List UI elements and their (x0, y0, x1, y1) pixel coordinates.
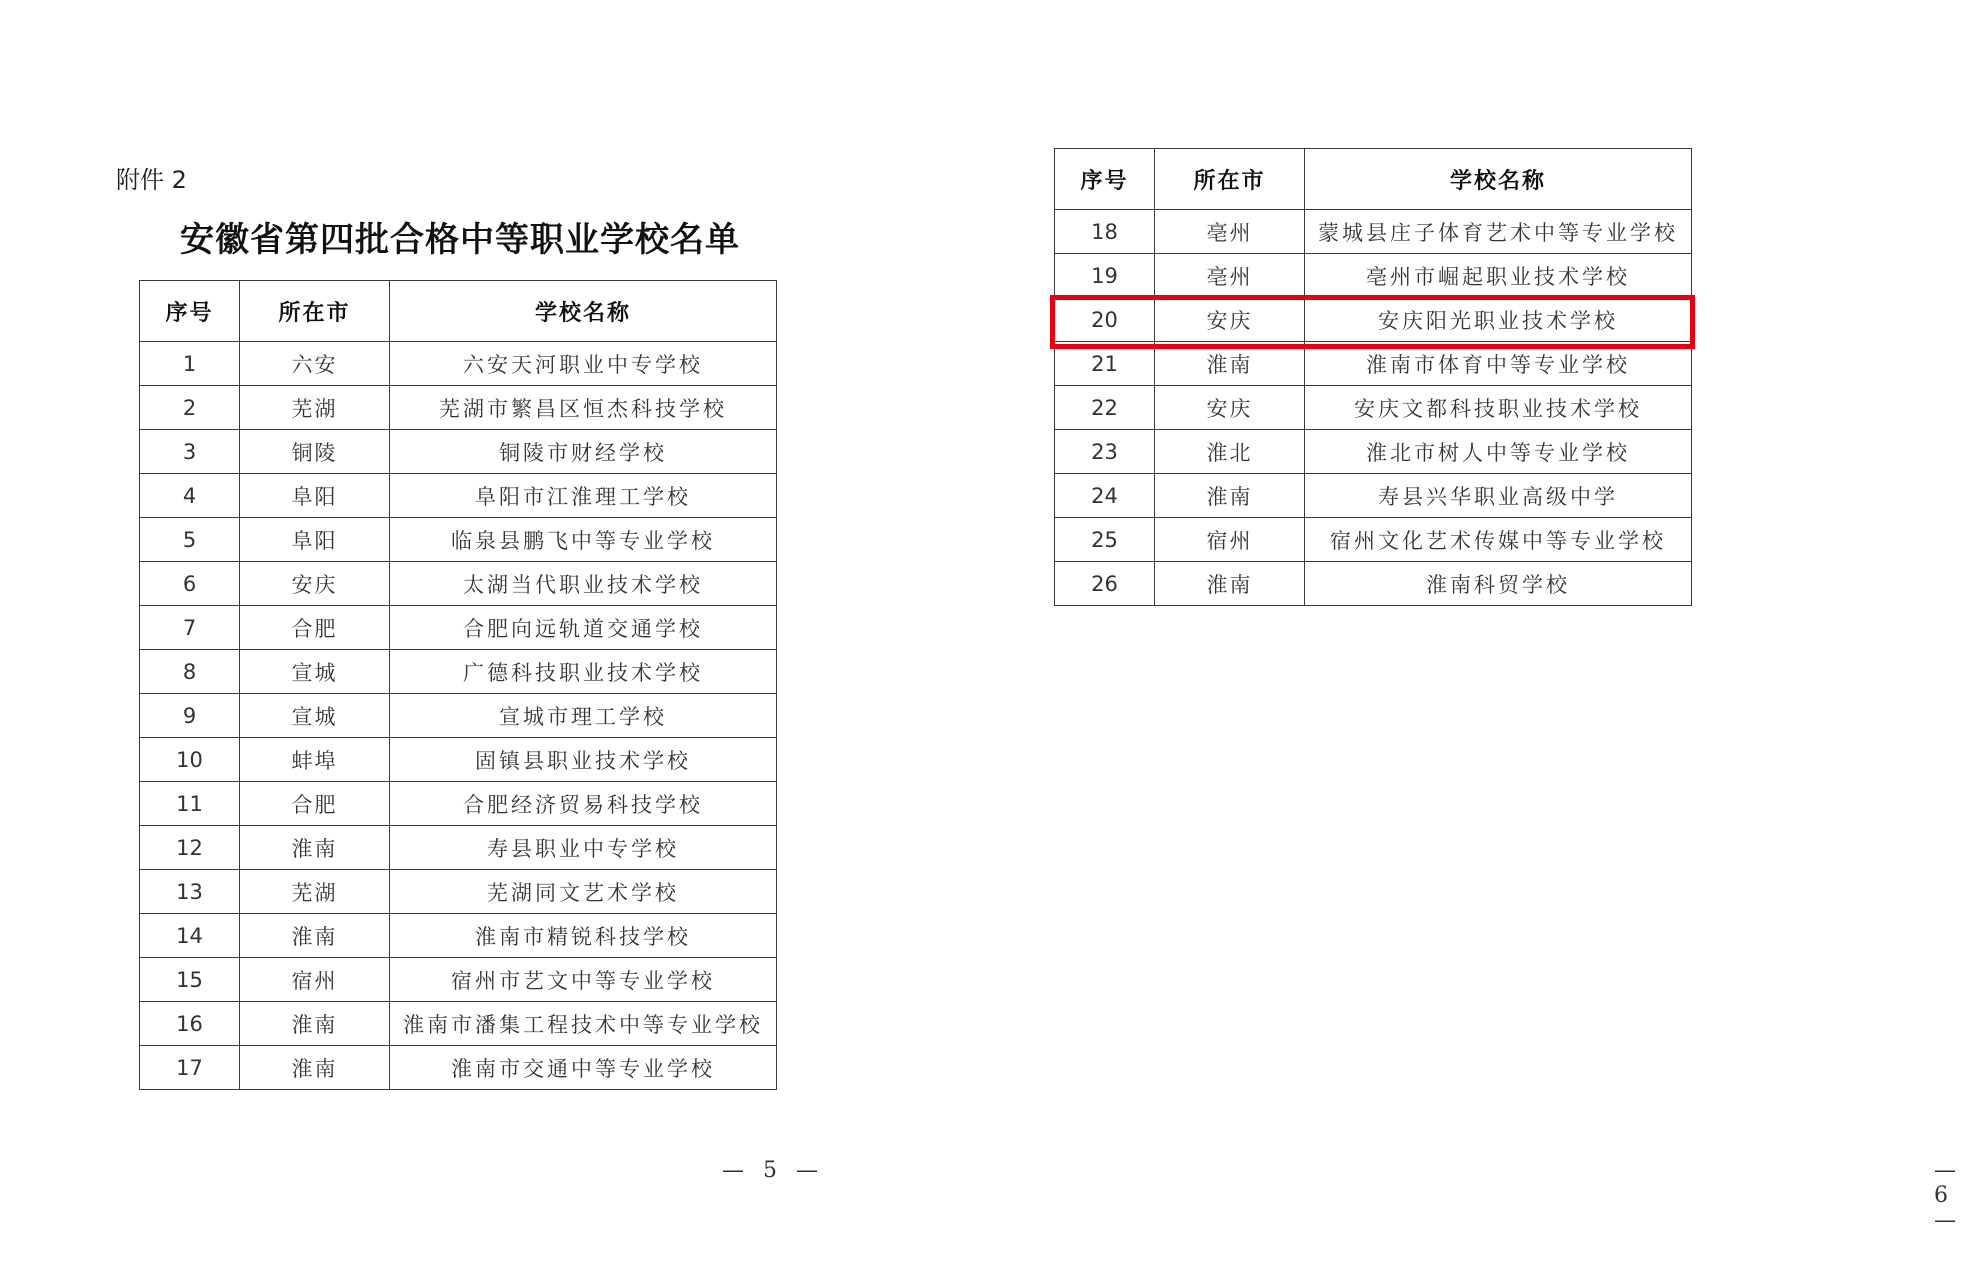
header-seq: 序号 (1055, 149, 1155, 210)
row-school: 宿州市艺文中等专业学校 (390, 958, 777, 1002)
row-city: 安庆 (1155, 298, 1305, 342)
row-school: 淮南市体育中等专业学校 (1305, 342, 1692, 386)
row-seq: 16 (140, 1002, 240, 1046)
row-seq: 10 (140, 738, 240, 782)
table-row (140, 782, 777, 826)
row-seq: 20 (1055, 298, 1155, 342)
row-city: 宣城 (240, 694, 390, 738)
table-row (1055, 430, 1692, 474)
table-row (140, 826, 777, 870)
row-seq: 4 (140, 474, 240, 518)
row-seq: 7 (140, 606, 240, 650)
table-row (140, 474, 777, 518)
row-school: 宣城市理工学校 (390, 694, 777, 738)
row-seq: 1 (140, 342, 240, 386)
table-row (1055, 254, 1692, 298)
row-city: 阜阳 (240, 518, 390, 562)
table-row (140, 694, 777, 738)
row-seq: 11 (140, 782, 240, 826)
table-row (140, 430, 777, 474)
row-seq: 19 (1055, 254, 1155, 298)
row-city: 合肥 (240, 782, 390, 826)
row-city: 淮南 (1155, 562, 1305, 606)
row-city: 宿州 (1155, 518, 1305, 562)
table-row (140, 1046, 777, 1090)
table-row (140, 914, 777, 958)
table-header-row (140, 281, 777, 342)
row-city: 淮南 (240, 1002, 390, 1046)
row-seq: 21 (1055, 342, 1155, 386)
row-seq: 15 (140, 958, 240, 1002)
row-school: 阜阳市江淮理工学校 (390, 474, 777, 518)
row-city: 芜湖 (240, 870, 390, 914)
table-row (1055, 342, 1692, 386)
row-city: 宿州 (240, 958, 390, 1002)
table-row (1055, 518, 1692, 562)
row-seq: 2 (140, 386, 240, 430)
row-seq: 26 (1055, 562, 1155, 606)
table-row (140, 562, 777, 606)
row-school: 芜湖同文艺术学校 (390, 870, 777, 914)
header-school: 学校名称 (390, 281, 777, 342)
row-school: 宿州文化艺术传媒中等专业学校 (1305, 518, 1692, 562)
row-school: 寿县兴华职业高级中学 (1305, 474, 1692, 518)
row-school: 淮南科贸学校 (1305, 562, 1692, 606)
school-table-right (1054, 148, 1692, 606)
row-city: 淮南 (240, 1046, 390, 1090)
table-row (140, 650, 777, 694)
row-school: 固镇县职业技术学校 (390, 738, 777, 782)
table-row (1055, 474, 1692, 518)
row-seq: 23 (1055, 430, 1155, 474)
row-seq: 17 (140, 1046, 240, 1090)
table-row (140, 870, 777, 914)
school-table-left (139, 280, 777, 1090)
row-school: 亳州市崛起职业技术学校 (1305, 254, 1692, 298)
row-seq: 18 (1055, 210, 1155, 254)
row-city: 淮南 (240, 826, 390, 870)
row-school: 淮南市潘集工程技术中等专业学校 (390, 1002, 777, 1046)
row-city: 亳州 (1155, 254, 1305, 298)
header-city: 所在市 (1155, 149, 1305, 210)
row-city: 淮南 (1155, 342, 1305, 386)
row-seq: 3 (140, 430, 240, 474)
table-row (140, 342, 777, 386)
row-school: 铜陵市财经学校 (390, 430, 777, 474)
row-seq: 14 (140, 914, 240, 958)
row-seq: 8 (140, 650, 240, 694)
row-city: 淮南 (1155, 474, 1305, 518)
row-city: 亳州 (1155, 210, 1305, 254)
table-row (140, 1002, 777, 1046)
row-school: 淮南市精锐科技学校 (390, 914, 777, 958)
row-school: 蒙城县庄子体育艺术中等专业学校 (1305, 210, 1692, 254)
row-seq: 6 (140, 562, 240, 606)
row-city: 安庆 (1155, 386, 1305, 430)
row-school: 太湖当代职业技术学校 (390, 562, 777, 606)
row-city: 铜陵 (240, 430, 390, 474)
table-header-row (1055, 149, 1692, 210)
row-seq: 12 (140, 826, 240, 870)
row-school: 寿县职业中专学校 (390, 826, 777, 870)
document-title: 安徽省第四批合格中等职业学校名单 (180, 220, 740, 260)
row-city: 宣城 (240, 650, 390, 694)
row-seq: 13 (140, 870, 240, 914)
row-school: 淮北市树人中等专业学校 (1305, 430, 1692, 474)
row-school: 合肥经济贸易科技学校 (390, 782, 777, 826)
table-row (1055, 386, 1692, 430)
row-seq: 5 (140, 518, 240, 562)
row-school: 芜湖市繁昌区恒杰科技学校 (390, 386, 777, 430)
table-row (140, 518, 777, 562)
header-seq: 序号 (140, 281, 240, 342)
row-city: 合肥 (240, 606, 390, 650)
row-city: 蚌埠 (240, 738, 390, 782)
row-school: 安庆阳光职业技术学校 (1305, 298, 1692, 342)
table-row (1055, 298, 1692, 342)
row-school: 合肥向远轨道交通学校 (390, 606, 777, 650)
row-seq: 9 (140, 694, 240, 738)
row-city: 阜阳 (240, 474, 390, 518)
table-row (140, 958, 777, 1002)
table-row (1055, 562, 1692, 606)
table-row (140, 386, 777, 430)
row-city: 六安 (240, 342, 390, 386)
row-school: 淮南市交通中等专业学校 (390, 1046, 777, 1090)
page-number-right: — 6 — (1934, 1158, 1962, 1233)
row-school: 临泉县鹏飞中等专业学校 (390, 518, 777, 562)
table-row (1055, 210, 1692, 254)
row-seq: 25 (1055, 518, 1155, 562)
row-school: 广德科技职业技术学校 (390, 650, 777, 694)
header-city: 所在市 (240, 281, 390, 342)
row-school: 安庆文都科技职业技术学校 (1305, 386, 1692, 430)
row-seq: 24 (1055, 474, 1155, 518)
row-seq: 22 (1055, 386, 1155, 430)
row-city: 芜湖 (240, 386, 390, 430)
header-school: 学校名称 (1305, 149, 1692, 210)
attachment-label: 附件 2 (116, 166, 187, 194)
row-city: 淮北 (1155, 430, 1305, 474)
row-city: 淮南 (240, 914, 390, 958)
row-school: 六安天河职业中专学校 (390, 342, 777, 386)
page-number-left: — 5 — (722, 1158, 824, 1183)
table-row (140, 738, 777, 782)
row-city: 安庆 (240, 562, 390, 606)
table-row (140, 606, 777, 650)
